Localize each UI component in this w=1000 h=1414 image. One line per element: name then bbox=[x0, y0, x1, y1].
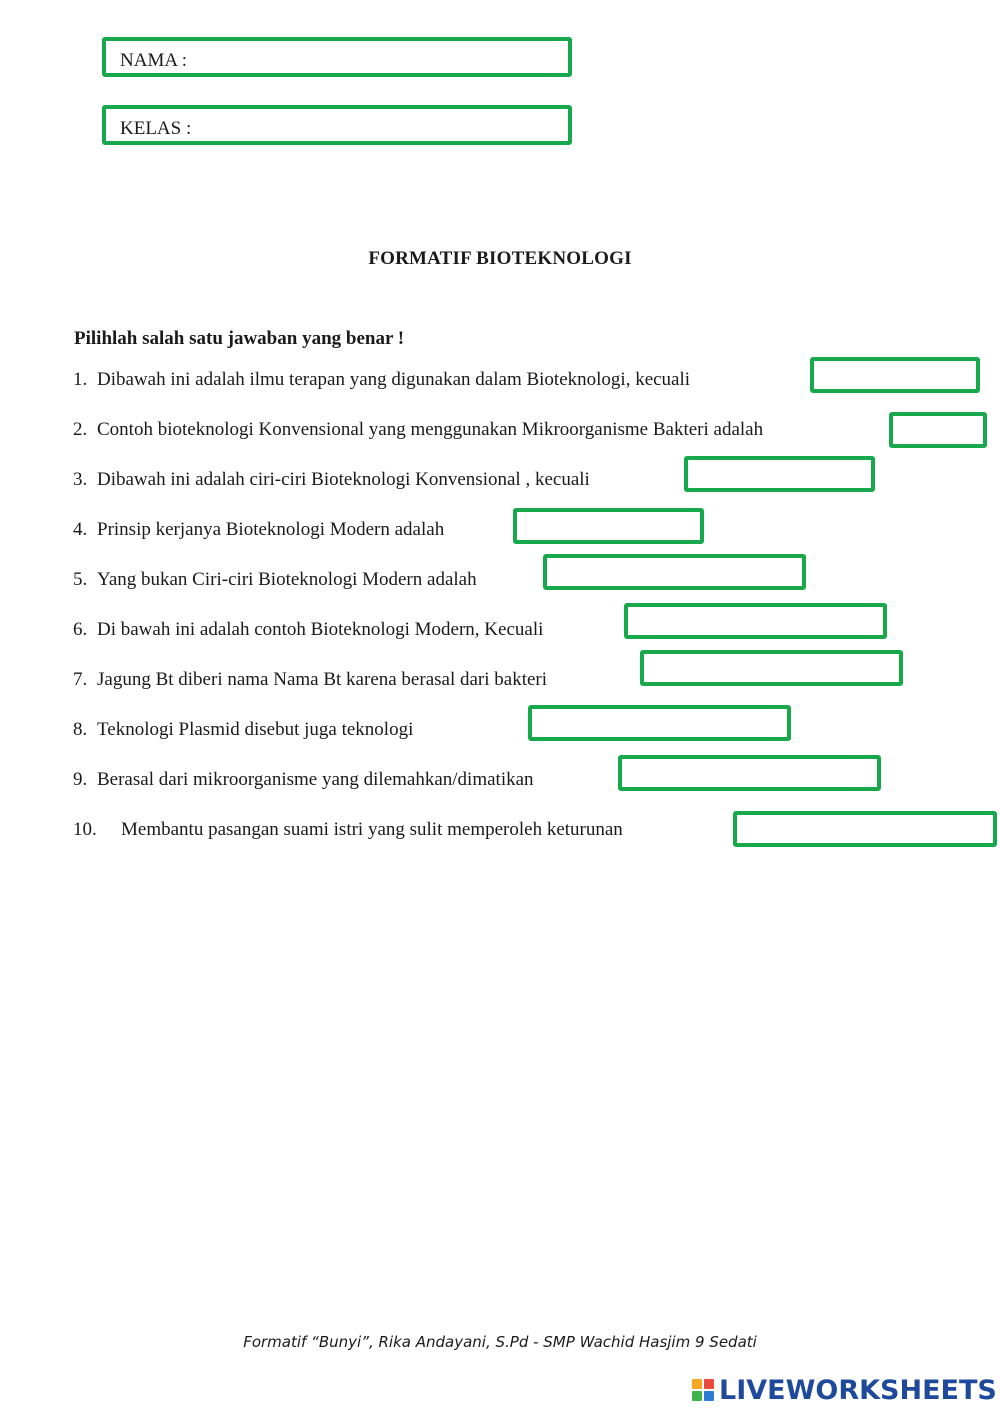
liveworksheets-brand bbox=[692, 1374, 997, 1406]
question-number: 6. bbox=[73, 619, 88, 640]
question-text: Dibawah ini adalah ilmu terapan yang digunakan dalam Bioteknologi, kecuali bbox=[97, 369, 691, 390]
question-number: 10. bbox=[73, 819, 97, 840]
liveworksheets-logo-icon bbox=[692, 1379, 714, 1401]
logo-square bbox=[704, 1391, 714, 1401]
question-number: 7. bbox=[73, 669, 88, 690]
answer-input-5[interactable] bbox=[543, 554, 806, 590]
answer-input-6[interactable] bbox=[624, 603, 887, 639]
footer-credit: Formatif “Bunyi”, Rika Andayani, S.Pd - SMP Wachid Hasjim 9 Sedati bbox=[243, 1333, 757, 1351]
question-text: Contoh bioteknologi Konvensional yang menggunakan Mikroorganisme Bakteri adalah bbox=[97, 419, 764, 440]
answer-input-3[interactable] bbox=[684, 456, 875, 492]
question-text: Berasal dari mikroorganisme yang dilemahkan/dimatikan bbox=[97, 769, 534, 790]
answer-input-9[interactable] bbox=[618, 755, 881, 791]
nama-label: NAMA : bbox=[120, 50, 188, 71]
question-text: Di bawah ini adalah contoh Bioteknologi Modern, Kecuali bbox=[97, 619, 544, 640]
brand-name: LIVEWORKSHEETS bbox=[719, 1374, 997, 1406]
answer-input-4[interactable] bbox=[513, 508, 704, 544]
question-text: Teknologi Plasmid disebut juga teknologi bbox=[97, 719, 414, 740]
question-text: Jagung Bt diberi nama Nama Bt karena berasal dari bakteri bbox=[97, 669, 548, 690]
question-number: 5. bbox=[73, 569, 88, 590]
answer-input-10[interactable] bbox=[733, 811, 997, 847]
question-number: 9. bbox=[73, 769, 88, 790]
logo-square bbox=[692, 1379, 702, 1389]
page-title: FORMATIF BIOTEKNOLOGI bbox=[368, 248, 632, 269]
instruction: Pilihlah salah satu jawaban yang benar ! bbox=[74, 328, 405, 349]
answer-input-1[interactable] bbox=[810, 357, 980, 393]
logo-square bbox=[704, 1379, 714, 1389]
question-number: 1. bbox=[73, 369, 88, 390]
answer-input-2[interactable] bbox=[889, 412, 987, 448]
answer-input-7[interactable] bbox=[640, 650, 903, 686]
question-number: 3. bbox=[73, 469, 88, 490]
logo-square bbox=[692, 1391, 702, 1401]
question-text: Yang bukan Ciri-ciri Bioteknologi Modern adalah bbox=[97, 569, 477, 590]
question-number: 2. bbox=[73, 419, 88, 440]
kelas-label: KELAS : bbox=[120, 118, 192, 139]
question-text: Membantu pasangan suami istri yang sulit memperoleh keturunan bbox=[121, 819, 623, 840]
answer-input-8[interactable] bbox=[528, 705, 791, 741]
question-number: 4. bbox=[73, 519, 88, 540]
question-number: 8. bbox=[73, 719, 88, 740]
question-text: Dibawah ini adalah ciri-ciri Bioteknologi Konvensional , kecuali bbox=[97, 469, 590, 490]
question-text: Prinsip kerjanya Bioteknologi Modern adalah bbox=[97, 519, 445, 540]
